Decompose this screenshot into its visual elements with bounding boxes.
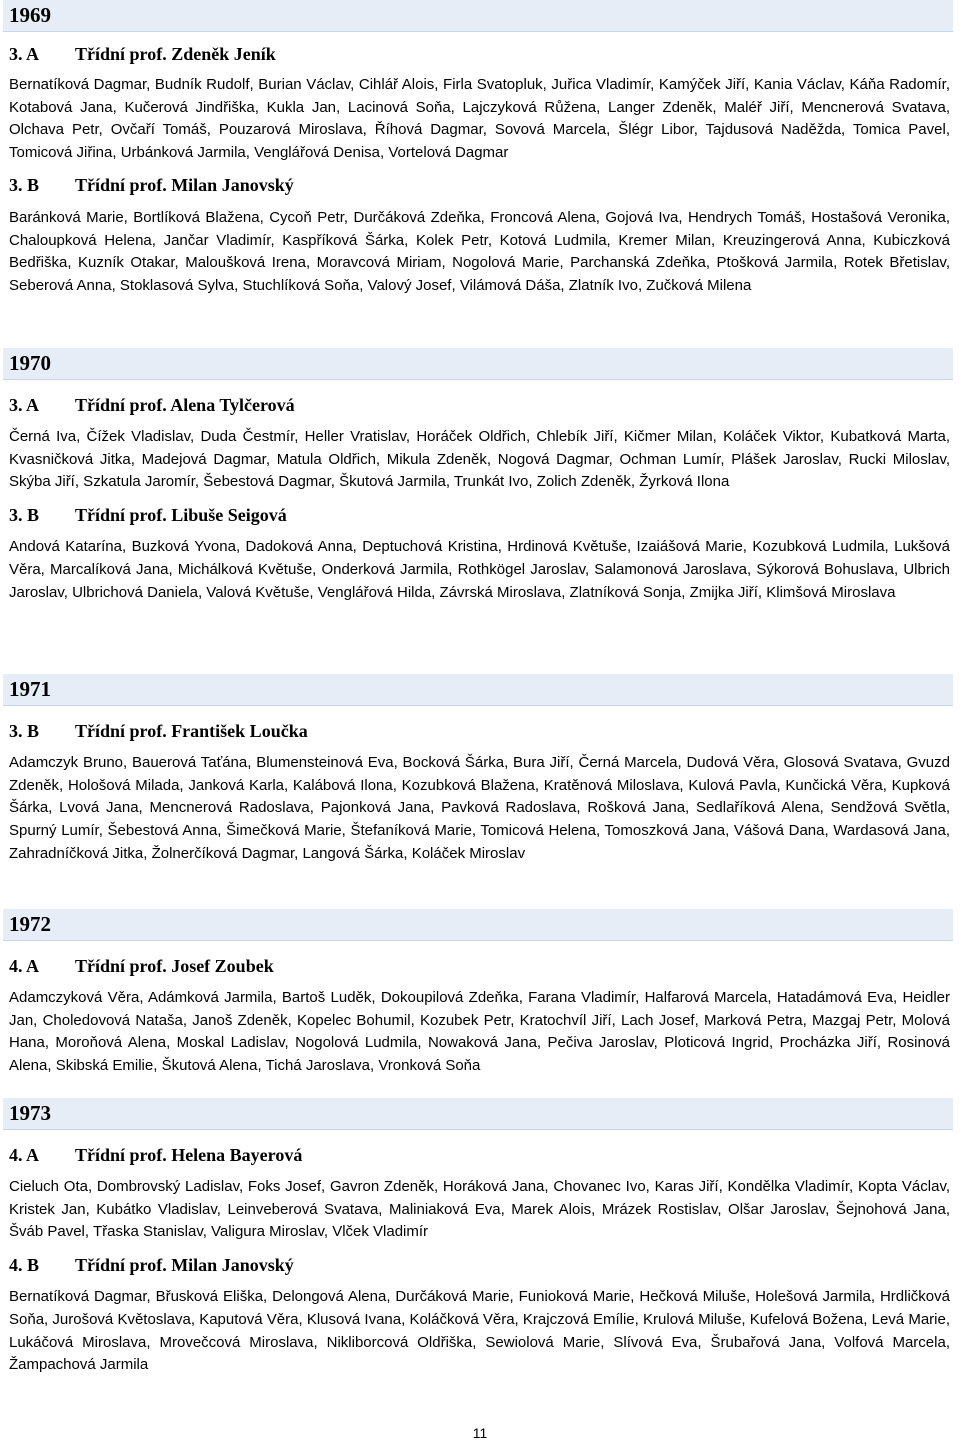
class-heading bbox=[0, 392, 960, 418]
class-teacher: Třídní prof. Josef Zoubek bbox=[75, 955, 274, 976]
student-list: Černá Iva, Čížek Vladislav, Duda Čestmír, Heller Vratislav, Horáček Oldřich, Chlebík Jiří, Kičmer Milan, Koláček Viktor, Kubatková Marta, Kvasničková Jitka, Madejová Dagmar, Matula Oldřich, Mikula Zdeněk, Nogová Dagmar, Ochman Lumír, Plášek Jaroslav, Rucki Miloslav, Skýba Jiří, Szkatula Jaromír, Šebestová Dagmar, Škutová Jarmila, Trunkát Ivo, Zolich Zdeněk, Žyrková Ilona bbox=[9, 428, 950, 491]
class-code: 3. B bbox=[9, 720, 40, 741]
year-heading-bar bbox=[3, 674, 953, 706]
year-heading: 1971 bbox=[9, 677, 51, 701]
year-heading-bar bbox=[3, 1098, 953, 1130]
year-section-1973 bbox=[0, 1098, 960, 1377]
year-heading: 1972 bbox=[9, 912, 51, 936]
student-list: Adamczyková Věra, Adámková Jarmila, Bartoš Luděk, Dokoupilová Zdeňka, Farana Vladimír, Halfarová Marcela, Hatadámová Eva, Heidler Jan, Choledovová Nataša, Janoš Zdeněk, Kopelec Bohumil, Kozubek Petr, Kratochvíl Jiří, Lach Josef, Marková Petra, Mazgaj Petr, Molová Hana, Moroňová Alena, Moskal Ladislav, Nogolová Ludmila, Nowaková Jana, Pečiva Jaroslav, Ploticová Ingrid, Procházka Jiří, Rosinová Alena, Skibská Emilie, Škutová Alena, Tichá Jaroslava, Vronková Soňa bbox=[9, 989, 950, 1075]
class-code: 3. B bbox=[9, 175, 40, 196]
class-teacher: Třídní prof. Milan Janovský bbox=[75, 1254, 294, 1275]
student-list: Bernatíková Dagmar, Budník Rudolf, Burian Václav, Cihlář Alois, Firla Svatopluk, Juřica Vladimír, Kamýček Jiří, Kania Václav, Káňa Radomír, Kotabová Jana, Kučerová Jindřiška, Kukla Jan, Lacinová Soňa, Lajczyková Růžena, Langer Zdeněk, Maléř Jiří, Mencnerová Svatava, Olchava Petr, Ovčaří Tomáš, Pouzarová Miroslava, Říhová Dagmar, Sovová Marcela, Šlégr Libor, Tajdusová Naděžda, Tomica Pavel, Tomicová Jiřina, Urbánková Jarmila, Venglářová Denisa, Vortelová Dagmar bbox=[9, 76, 950, 162]
student-list: Bernatíková Dagmar, Břusková Eliška, Delongová Alena, Durčáková Marie, Funioková Marie, Hečková Miluše, Holešová Jarmila, Hrdličková Soňa, Jurošová Květoslava, Kaputová Věra, Klusová Ivana, Koláčková Věra, Krajczová Emílie, Krulová Miluše, Kufelová Božena, Levá Marie, Lukáčová Miroslava, Mrovečcová Miroslava, Nikliborcová Oldřiška, Sewiolová Marie, Slívová Eva, Šrubařová Jana, Volfová Marcela, Žampachová Jarmila bbox=[9, 1288, 950, 1374]
class-heading bbox=[0, 718, 960, 744]
class-heading bbox=[0, 173, 960, 199]
class-teacher: Třídní prof. Milan Janovský bbox=[75, 175, 294, 196]
year-heading: 1973 bbox=[9, 1101, 51, 1125]
class-code: 4. A bbox=[9, 1144, 40, 1165]
class-code: 4. A bbox=[9, 955, 40, 976]
class-code: 3. B bbox=[9, 504, 40, 525]
year-section-1971 bbox=[0, 674, 960, 866]
class-heading bbox=[0, 1252, 960, 1278]
student-list: Andová Katarína, Buzková Yvona, Dadoková Anna, Deptuchová Kristina, Hrdinová Květuše, Izaiášová Marie, Kozubková Ludmila, Lukšová Věra, Marcalíková Jana, Michálková Květuše, Onderková Jarmila, Rothkögel Jaroslav, Salamonová Jaroslava, Sýkorová Bohuslava, Ulbrich Jaroslav, Ulbrichová Daniela, Valová Květuše, Venglářová Hilda, Závrská Miroslava, Zlatníková Sonja, Zmijka Jiří, Klimšová Miroslava bbox=[9, 538, 950, 601]
class-code: 3. A bbox=[9, 43, 40, 64]
year-heading-bar bbox=[3, 909, 953, 941]
class-teacher: Třídní prof. Helena Bayerová bbox=[75, 1144, 303, 1165]
year-heading: 1970 bbox=[9, 351, 51, 375]
year-section-1970 bbox=[0, 348, 960, 604]
class-teacher: Třídní prof. Alena Tylčerová bbox=[75, 394, 295, 415]
class-teacher: Třídní prof. Libuše Seigová bbox=[75, 504, 287, 525]
year-heading-bar bbox=[3, 0, 953, 32]
page-number: 11 bbox=[472, 1425, 488, 1441]
class-teacher: Třídní prof. Zdeněk Jeník bbox=[75, 43, 276, 64]
year-heading-bar bbox=[3, 348, 953, 380]
student-list: Adamczyk Bruno, Bauerová Taťána, Blumensteinová Eva, Bocková Šárka, Bura Jiří, Černá Marcela, Dudová Věra, Glosová Svatava, Gvuzd Zdeněk, Hološová Milada, Janková Karla, Kalábová Ilona, Kozubková Blažena, Kratěnová Miloslava, Kulová Pavla, Kunčická Věra, Kupková Šárka, Lvová Jana, Mencnerová Radoslava, Pajonková Jana, Pavková Radoslava, Rošková Jana, Sedlaříková Alena, Sendžová Světla, Spurný Lumír, Šebestová Anna, Šimečková Marie, Štefaníková Marie, Tomicová Helena, Tomoszková Jana, Vášová Dana, Wardasová Jana, Zahradníčková Jitka, Žolnerčíková Dagmar, Langová Šárka, Koláček Miroslav bbox=[9, 754, 950, 862]
student-list: Cieluch Ota, Dombrovský Ladislav, Foks Josef, Gavron Zdeněk, Horáková Jana, Chovanec Ivo, Karas Jiří, Kondělka Vladimír, Kopta Václav, Kristek Jan, Kubátko Vladislav, Leinveberová Svatava, Maliniaková Eva, Marek Alois, Mrázek Rostislav, Olšar Jaroslav, Šejnohová Jana, Šváb Pavel, Třaska Stanislav, Valigura Miroslav, Vlček Vladimír bbox=[9, 1178, 950, 1241]
class-heading bbox=[0, 41, 960, 67]
year-section-1972 bbox=[0, 909, 960, 1078]
class-heading bbox=[0, 1142, 960, 1168]
year-heading: 1969 bbox=[9, 3, 51, 27]
year-section-1969 bbox=[0, 0, 960, 298]
student-list: Baránková Marie, Bortlíková Blažena, Cycoň Petr, Durčáková Zdeňka, Froncová Alena, Gojová Iva, Hendrych Tomáš, Hostašová Veronika, Chaloupková Helena, Jančar Vladimír, Kaspříková Šárka, Kolek Petr, Kotová Ludmila, Kremer Milan, Kreuzingerová Anna, Kubiczková Bedřiška, Kuzník Otakar, Maloušková Irena, Moravcová Miriam, Nogolová Marie, Parchanská Zdeňka, Ptošková Jarmila, Rotek Břetislav, Seberová Anna, Stoklasová Sylva, Stuchlíková Soňa, Valový Josef, Vilámová Dáša, Zlatník Ivo, Zučková Milena bbox=[9, 208, 950, 294]
class-heading bbox=[0, 502, 960, 528]
class-code: 4. B bbox=[9, 1254, 40, 1275]
class-teacher: Třídní prof. František Loučka bbox=[75, 720, 308, 741]
class-code: 3. A bbox=[9, 394, 40, 415]
class-heading bbox=[0, 953, 960, 979]
